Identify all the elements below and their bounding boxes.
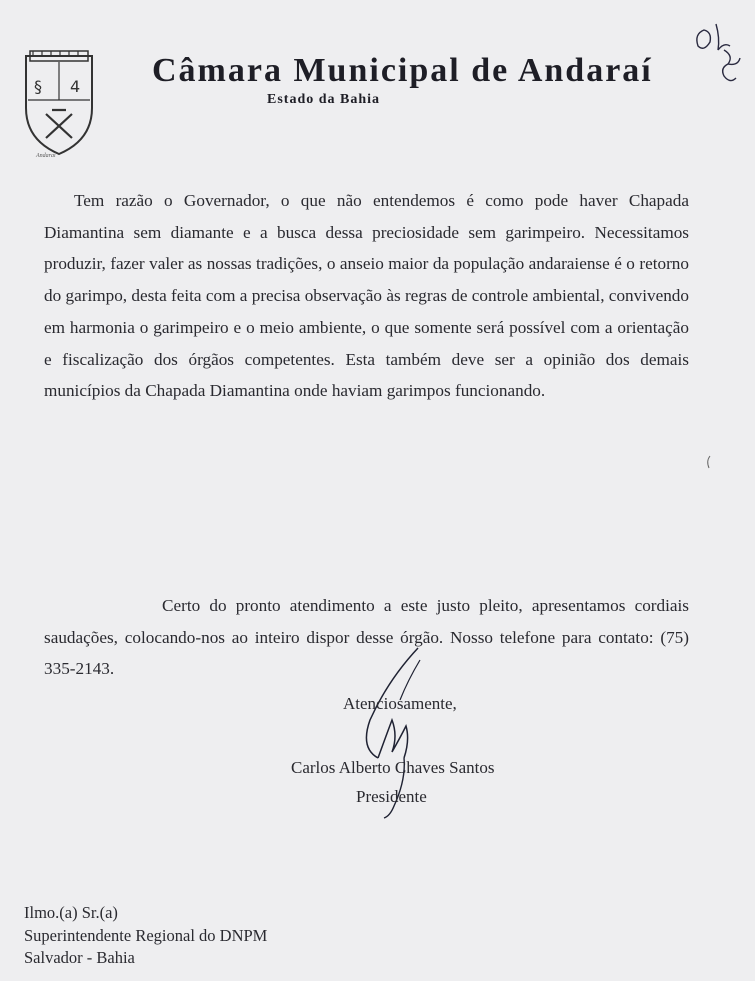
stray-mark-icon [705,455,713,469]
addressee-title: Superintendente Regional do DNPM [24,925,268,945]
addressee-location: Salvador - Bahia [24,948,135,967]
svg-text:§: § [34,77,42,96]
addressee-salutation: Ilmo.(a) Sr.(a) [24,903,118,922]
svg-text:4: 4 [70,77,81,96]
handwritten-annotation-icon [690,20,750,90]
crest-caption: Andaraí [36,153,56,159]
letterhead-subtitle: Estado da Bahia [267,92,381,107]
municipal-crest-icon [18,48,100,160]
signer-name: Carlos Alberto Chaves Santos [291,758,495,777]
signer-role: Presidente [356,787,427,806]
body-paragraph-1: Tem razão o Governador, o que não entendemos é como pode haver Chapada Diamantina sem diamante e a busca dessa preciosidade sem garimpeiro. Necessitamos produzir, fazer valer as nossas tradições, o anseio maior da população andaraiense é o retorno do garimpo, desta feita com a precisa observação às regras de controle ambiental, convivendo em harmonia o garimpeiro e o meio ambiente, o que somente será possível com a orientação e fiscalização dos órgãos competentes. Esta também deve ser a opinião dos demais municípios da Chapada Diamantina onde haviam garimpos funcionando. [44,191,689,401]
addressee-block [24,902,267,970]
letterhead-title: Câmara Municipal de Andaraí [152,52,653,89]
body-paragraph-2: Certo do pronto atendimento a este justo pleito, apresentamos cordiais saudações, colocando-nos ao inteiro dispor desse órgão. Nosso telefone para contato: (75) 335-2143. [44,596,689,679]
closing-salutation: Atenciosamente, [343,694,457,713]
